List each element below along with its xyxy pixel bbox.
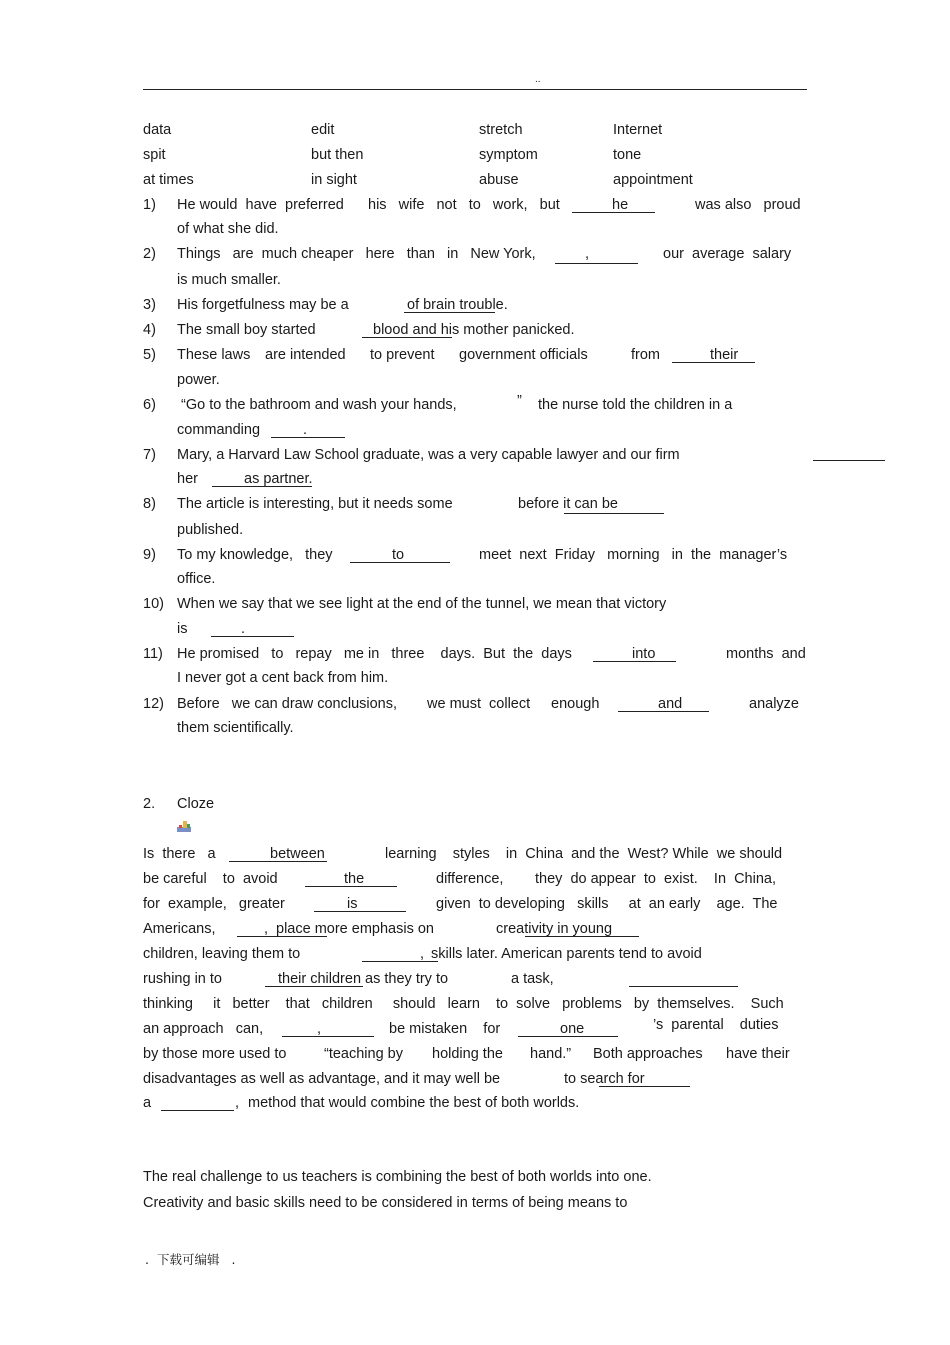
cloze-text: rushing in to bbox=[143, 971, 222, 987]
item-text: . bbox=[303, 422, 308, 438]
blank-line bbox=[564, 513, 664, 514]
closing-line: The real challenge to us teachers is combining the best of both worlds into one. bbox=[143, 1169, 652, 1185]
cloze-text: have their bbox=[726, 1046, 790, 1062]
item-text: enough bbox=[551, 696, 600, 712]
word-bank-word: data bbox=[143, 122, 172, 138]
word-bank-word: stretch bbox=[479, 122, 523, 138]
item-number: 1) bbox=[143, 197, 156, 213]
cloze-text: ’s parental duties bbox=[653, 1017, 779, 1033]
item-text: Mary, a Harvard Law School graduate, was a very capable lawyer and our firm bbox=[177, 447, 680, 463]
cloze-text: , bbox=[235, 1095, 240, 1111]
item-text: office. bbox=[177, 571, 216, 587]
cloze-text: learning styles in China and the West? While we should bbox=[385, 846, 783, 862]
blank-line bbox=[161, 1110, 234, 1111]
item-number: 2) bbox=[143, 246, 156, 262]
item-text: The small boy started bbox=[177, 322, 316, 338]
item-number: 12) bbox=[143, 696, 164, 712]
cloze-text: creativity in young bbox=[496, 921, 613, 937]
section-title: Cloze bbox=[177, 796, 215, 812]
item-text: To my knowledge, they bbox=[177, 547, 333, 563]
cloze-text: one bbox=[560, 1021, 585, 1037]
item-number: 11) bbox=[143, 646, 163, 662]
item-text: before it can be bbox=[518, 496, 618, 512]
item-text: His forgetfulness may be a bbox=[177, 297, 349, 313]
item-text: government officials bbox=[459, 347, 588, 363]
cloze-text: to search for bbox=[564, 1071, 645, 1087]
item-text: we must collect bbox=[427, 696, 531, 712]
cloze-text: for example, greater bbox=[143, 896, 285, 912]
item-text: Things are much cheaper here than in New York, bbox=[177, 246, 536, 262]
cloze-text: by those more used to bbox=[143, 1046, 287, 1062]
cloze-text: they do appear to exist. In China, bbox=[535, 871, 776, 887]
word-bank-word: symptom bbox=[479, 147, 538, 163]
cloze-text: their children as they try to bbox=[278, 971, 449, 987]
cloze-text: children, leaving them to bbox=[143, 946, 301, 962]
item-text: to prevent bbox=[370, 347, 435, 363]
item-number: 6) bbox=[143, 397, 156, 413]
cloze-text: thinking it better that children should learn to solve problems by themselves. Such bbox=[143, 996, 784, 1012]
item-text: is bbox=[177, 621, 188, 637]
blank-line bbox=[271, 437, 345, 438]
item-text: These laws bbox=[177, 347, 251, 363]
cloze-text: place more emphasis on bbox=[276, 921, 434, 937]
cloze-text: Is there a bbox=[143, 846, 216, 862]
cloze-text: Americans, bbox=[143, 921, 216, 937]
item-text: is much smaller. bbox=[177, 272, 281, 288]
blank-line bbox=[314, 911, 406, 912]
item-text: of brain trouble. bbox=[407, 297, 508, 313]
item-number: 10) bbox=[143, 596, 164, 612]
item-text: to bbox=[392, 547, 405, 563]
item-text: are intended bbox=[265, 347, 346, 363]
item-text: commanding bbox=[177, 422, 261, 438]
word-bank-word: at times bbox=[143, 172, 194, 188]
item-number: 9) bbox=[143, 547, 156, 563]
item-number: 7) bbox=[143, 447, 156, 463]
document-icon bbox=[176, 820, 192, 833]
cloze-text: be careful to avoid bbox=[143, 871, 278, 887]
item-text: he bbox=[612, 197, 629, 213]
item-text: the nurse told the children in a bbox=[538, 397, 733, 413]
item-text: into bbox=[632, 646, 656, 662]
item-number: 8) bbox=[143, 496, 156, 512]
footer-text: 下载可编辑 bbox=[156, 1252, 220, 1267]
item-text: was also proud bbox=[695, 197, 801, 213]
item-text: and bbox=[658, 696, 683, 712]
item-text: He promised to repay me in three days. But the days bbox=[177, 646, 572, 662]
word-bank-word: appointment bbox=[613, 172, 693, 188]
footer bbox=[145, 1251, 235, 1269]
item-text: from bbox=[631, 347, 660, 363]
word-bank-word: Internet bbox=[613, 122, 663, 138]
item-text: Before we can draw conclusions, bbox=[177, 696, 398, 712]
item-text: The article is interesting, but it needs some bbox=[177, 496, 453, 512]
footer-dot: . bbox=[145, 1252, 149, 1267]
blank-line bbox=[362, 961, 438, 962]
word-bank-word: tone bbox=[613, 147, 642, 163]
item-text: “Go to the bathroom and wash your hands, bbox=[181, 397, 457, 413]
item-text: . bbox=[241, 621, 246, 637]
item-text: his wife not to work, but bbox=[368, 197, 560, 213]
item-text: meet next Friday morning in the manager’s bbox=[479, 547, 788, 563]
item-text: of what she did. bbox=[177, 221, 279, 237]
cloze-text: skills later. American parents tend to avoid bbox=[431, 946, 702, 962]
cloze-text: is bbox=[347, 896, 358, 912]
cloze-text: an approach can, bbox=[143, 1021, 264, 1037]
footer-dot: . bbox=[231, 1252, 236, 1267]
cloze-text: Both approaches bbox=[593, 1046, 703, 1062]
item-text: I never got a cent back from him. bbox=[177, 670, 389, 686]
word-bank-word: spit bbox=[143, 147, 166, 163]
word-bank-word: in sight bbox=[311, 172, 357, 188]
item-text: months and bbox=[726, 646, 806, 662]
item-text: blood and his mother panicked. bbox=[373, 322, 575, 338]
item-text: He would have preferred bbox=[177, 197, 344, 213]
cloze-text: method that would combine the best of both worlds. bbox=[248, 1095, 580, 1111]
item-text: When we say that we see light at the end of the tunnel, we mean that victory bbox=[177, 596, 667, 612]
item-text: published. bbox=[177, 522, 244, 538]
cloze-text: difference, bbox=[436, 871, 504, 887]
item-number: 3) bbox=[143, 297, 156, 313]
cloze-text: between bbox=[270, 846, 325, 862]
blank-line bbox=[282, 1036, 374, 1037]
header-rule bbox=[143, 89, 807, 90]
cloze-text: , bbox=[420, 946, 425, 962]
cloze-text: the bbox=[344, 871, 365, 887]
blank-line bbox=[813, 460, 885, 461]
header-dots: .. bbox=[535, 74, 541, 85]
cloze-text: , bbox=[317, 1021, 322, 1037]
item-text: , bbox=[585, 246, 590, 262]
cloze-text: a task, bbox=[511, 971, 554, 987]
item-text: their bbox=[710, 347, 739, 363]
blank-line bbox=[629, 986, 738, 987]
item-text: our average salary bbox=[663, 246, 792, 262]
item-text: them scientifically. bbox=[177, 720, 294, 736]
cloze-text: , bbox=[264, 921, 269, 937]
cloze-text: holding the bbox=[432, 1046, 503, 1062]
cloze-text: given to developing skills at an early age. The bbox=[436, 896, 778, 912]
item-text: as partner. bbox=[244, 471, 313, 487]
cloze-text: disadvantages as well as advantage, and it may well be bbox=[143, 1071, 501, 1087]
word-bank-word: edit bbox=[311, 122, 335, 138]
blank-line bbox=[211, 636, 294, 637]
item-number: 4) bbox=[143, 322, 156, 338]
item-text: power. bbox=[177, 372, 220, 388]
section-number: 2. bbox=[143, 796, 156, 812]
item-text: her bbox=[177, 471, 198, 487]
cloze-text: be mistaken for bbox=[389, 1021, 501, 1037]
cloze-text: hand.” bbox=[530, 1046, 572, 1062]
word-bank-word: but then bbox=[311, 147, 364, 163]
blank-line bbox=[555, 263, 638, 264]
cloze-text: a bbox=[143, 1095, 152, 1111]
closing-line: Creativity and basic skills need to be considered in terms of being means to bbox=[143, 1195, 628, 1211]
item-number: 5) bbox=[143, 347, 156, 363]
cloze-text: “teaching by bbox=[324, 1046, 403, 1062]
word-bank-word: abuse bbox=[479, 172, 519, 188]
item-text: ” bbox=[517, 393, 522, 409]
item-text: analyze bbox=[749, 696, 799, 712]
